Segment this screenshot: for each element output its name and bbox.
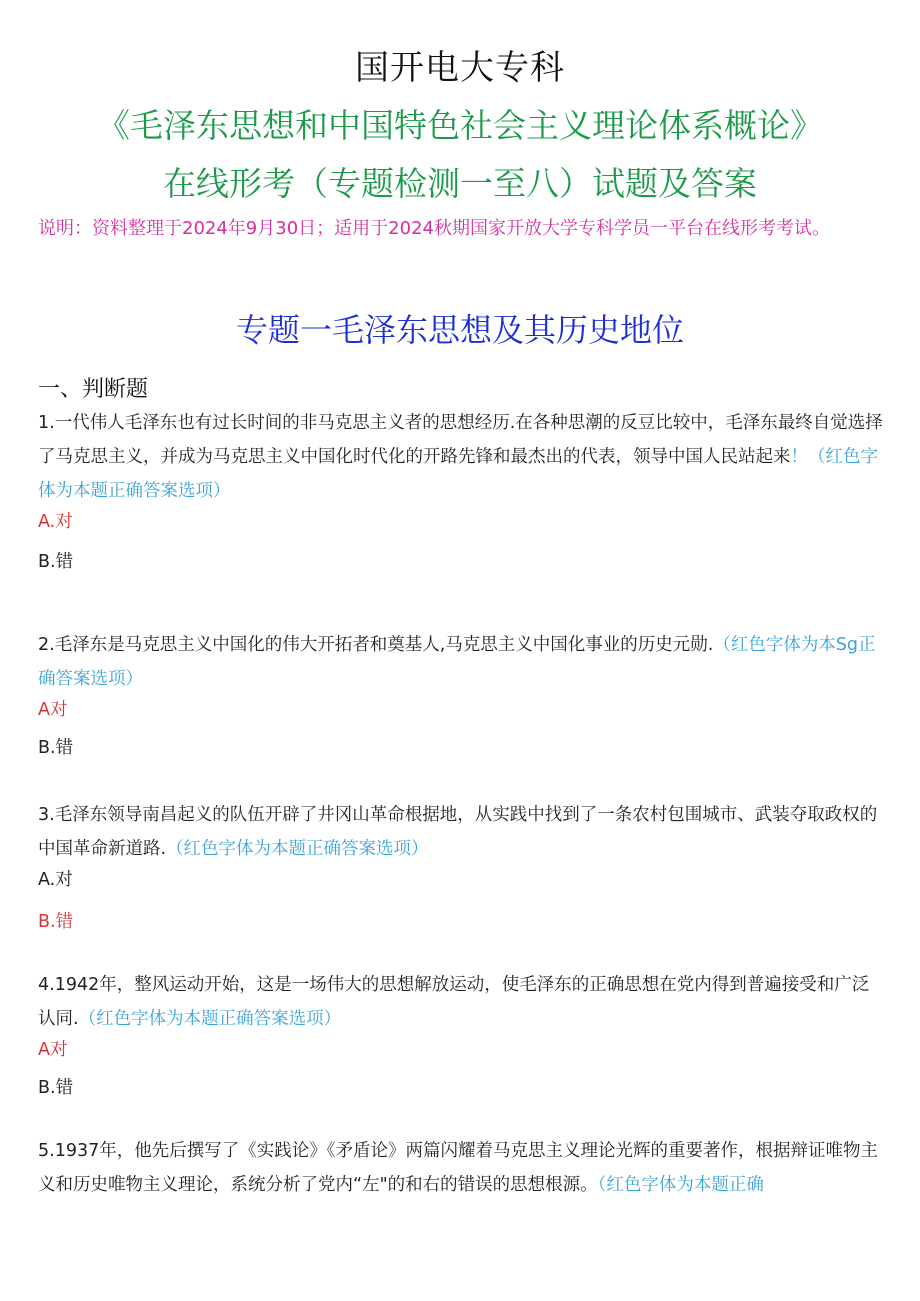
doc-note: 说明：资料整理于2024年9月30日；适用于2024秋期国家开放大学专科学员一平台在线形考考试。: [38, 218, 830, 239]
doc-title-line3: 在线形考（专题检测一至八）试题及答案: [163, 164, 757, 203]
option-a: A.对: [38, 870, 73, 890]
option-b: B.错: [38, 738, 74, 758]
part-heading: 一、判断题: [38, 377, 149, 402]
question-3: [38, 798, 886, 868]
question-text: 1.一代伟人毛泽东也有过长时间的非马克思主义者的思想经历.在各种思潮的反豆比较中，毛泽东最终自觉选择了马克思主义，并成为马克思主义中国化时代化的开路先锋和最杰出的代表，领导中国人民站起来！（红色字体为本题正确答案选项）: [38, 413, 883, 501]
question-list: [38, 406, 886, 1204]
question-5: [38, 1134, 886, 1204]
answer-hint: ！（红色字体为本题正确答案选项）: [38, 447, 878, 501]
question-text: 3.毛泽东领导南昌起义的队伍开辟了井冈山革命根据地，从实践中找到了一条农村包围城市、武装夺取政权的中国革命新道路.（红色字体为本题正确答案选项）: [38, 805, 878, 859]
answer-hint: （红色字体为本题正确答案选项）: [166, 839, 429, 859]
question-2: [38, 628, 886, 698]
answer-hint: （红色字体为本题正确: [597, 1175, 764, 1195]
answer-hint: （红色字体为本题正确答案选项）: [78, 1009, 342, 1029]
question-1: [38, 406, 886, 510]
option-b: B.错: [38, 912, 74, 932]
option-a: A对: [38, 700, 68, 720]
option-b: B.错: [38, 552, 74, 572]
question-4: [38, 968, 886, 1038]
question-text: 2.毛泽东是马克思主义中国化的伟大开拓者和奠基人,马克思主义中国化事业的历史元勋.（红色字体为本Sg正确答案选项）: [38, 635, 876, 689]
doc-title-line1: 国开电大专科: [355, 48, 565, 88]
answer-hint: （红色字体为本Sg正确答案选项）: [38, 635, 876, 689]
question-text: 4.1942年，整风运动开始，这是一场伟大的思想解放运动，使毛泽东的正确思想在党内得到普遍接受和广泛认同.（红色字体为本题正确答案选项）: [38, 975, 870, 1029]
option-b: B.错: [38, 1078, 74, 1098]
option-a: A对: [38, 1040, 68, 1060]
section-title: 专题一毛泽东思想及其历史地位: [235, 311, 684, 349]
doc-title-line2: 《毛泽东思想和中国特色社会主义理论体系概论》: [97, 106, 823, 145]
question-text: 5.1937年，他先后撰写了《实践论》《矛盾论》两篇闪耀着马克思主义理论光辉的重要著作，根据辩证唯物主义和历史唯物主义理论，系统分析了党内“左"的和右的错误的思想根源。（红色字体为本题正确: [38, 1141, 878, 1195]
option-a: A.对: [38, 512, 73, 532]
